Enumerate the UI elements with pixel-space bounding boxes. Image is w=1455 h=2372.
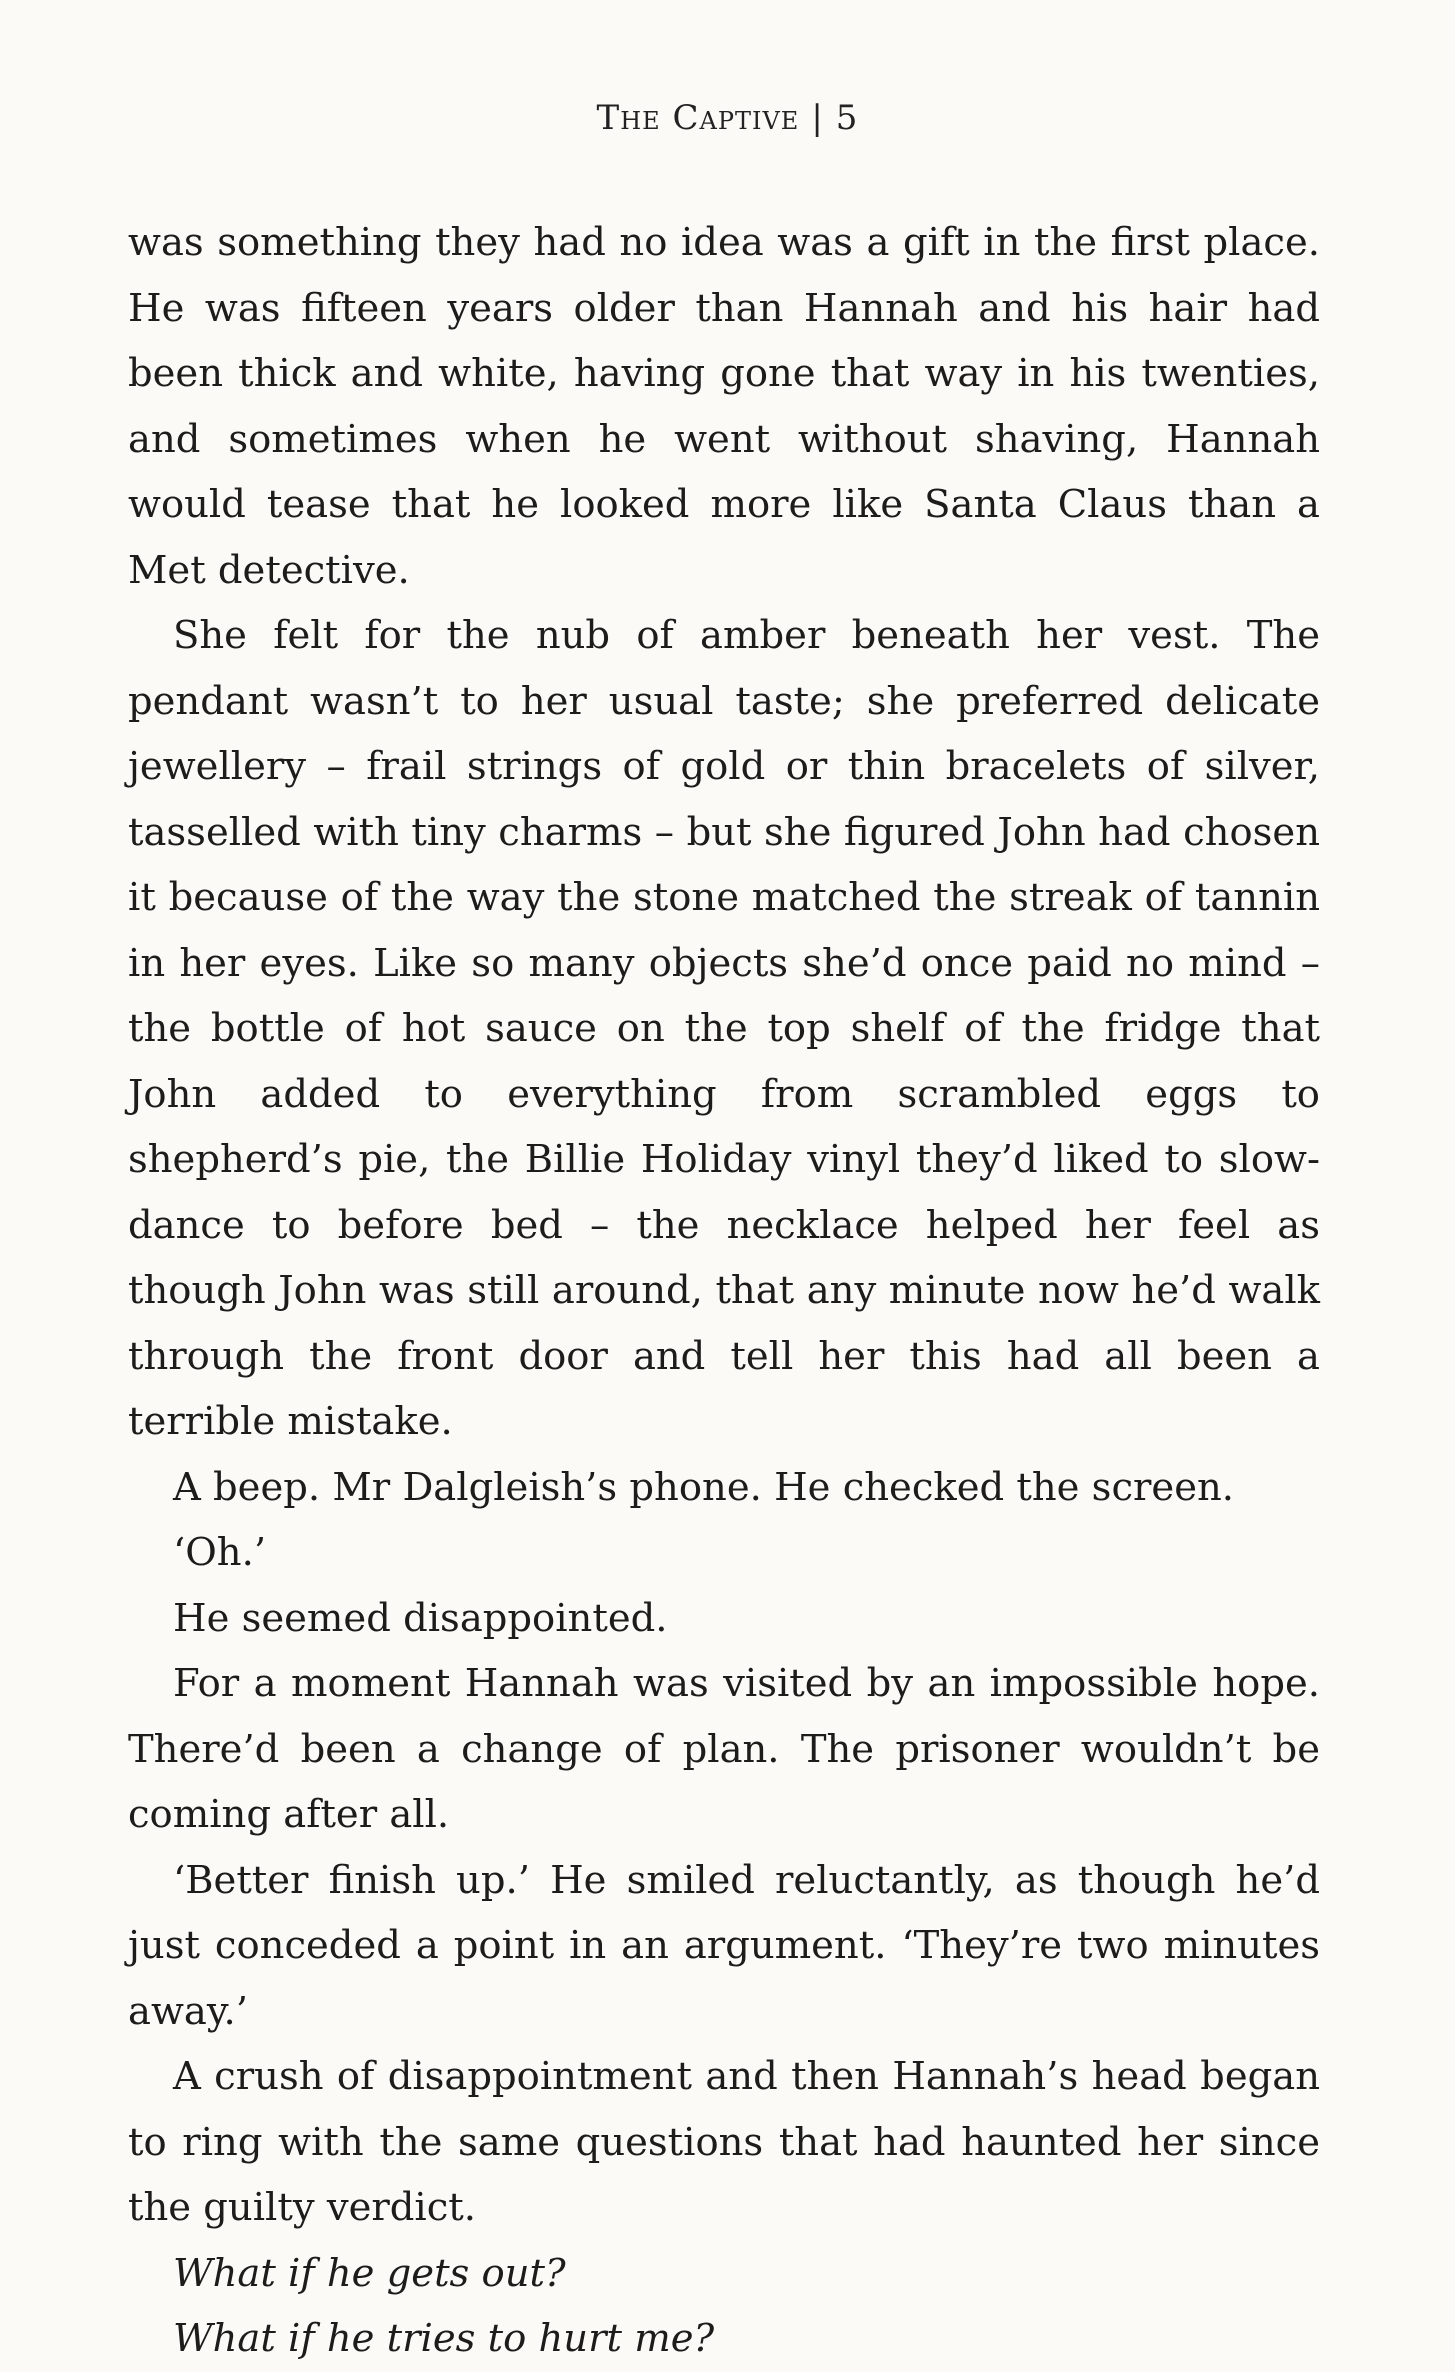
paragraph-amber-pendant: She felt for the nub of amber beneath her vest. The pendant wasn’t to her usual taste; she preferred delicate jewellery – frail strings of gold or thin bracelets of silver, tasselled with tiny charms – but she figured John had chosen it because of the way the stone matched the streak of tannin in her eyes. Like so many objects she’d once paid no mind – the bottle of hot sauce on the top shelf of the fridge that John added to everything from scrambled eggs to shepherd’s pie, the Billie Holiday vinyl they’d liked to slow-dance to before bed – the necklace helped her feel as though John was still around, that any minute now he’d walk through the front door and tell her this had all been a terrible mistake. <box>128 613 1320 1444</box>
italic-thought-hurt-me: What if he tries to hurt me? <box>173 2316 715 2361</box>
paragraph-phone-beep: A beep. Mr Dalgleish’s phone. He checked the screen. <box>173 1464 1235 1510</box>
paragraph-crush: A crush of disappointment and then Hannah’s head began to ring with the same questions that had haunted her since the guilty verdict. <box>128 2054 1320 2230</box>
header-separator: | <box>811 98 824 138</box>
dialogue-finish-up: ‘Better finish up.’ He smiled reluctantly, as though he’d just conceded a point in an argument. ‘They’re two minutes away.’ <box>128 1857 1320 2034</box>
page-number: 5 <box>835 98 859 138</box>
paragraph-impossible-hope: For a moment Hannah was visited by an impossible hope. There’d been a change of plan. The prisoner wouldn’t be coming after all. <box>128 1661 1320 1837</box>
body-text <box>128 210 1320 2372</box>
paragraph-continuation: was something they had no idea was a gift in the first place. He was fifteen years older than Hannah and his hair had been thick and white, having gone that way in his twenties, and sometimes when he went without shaving, Hannah would tease that he looked more like Santa Claus than a Met detective. <box>128 220 1320 593</box>
book-title: The Captive <box>596 98 800 138</box>
paragraph-disappointed: He seemed disappointed. <box>173 1595 668 1641</box>
dialogue-oh: ‘Oh.’ <box>173 1530 267 1575</box>
italic-thought-gets-out: What if he gets out? <box>173 2250 566 2296</box>
running-head <box>0 98 1455 138</box>
